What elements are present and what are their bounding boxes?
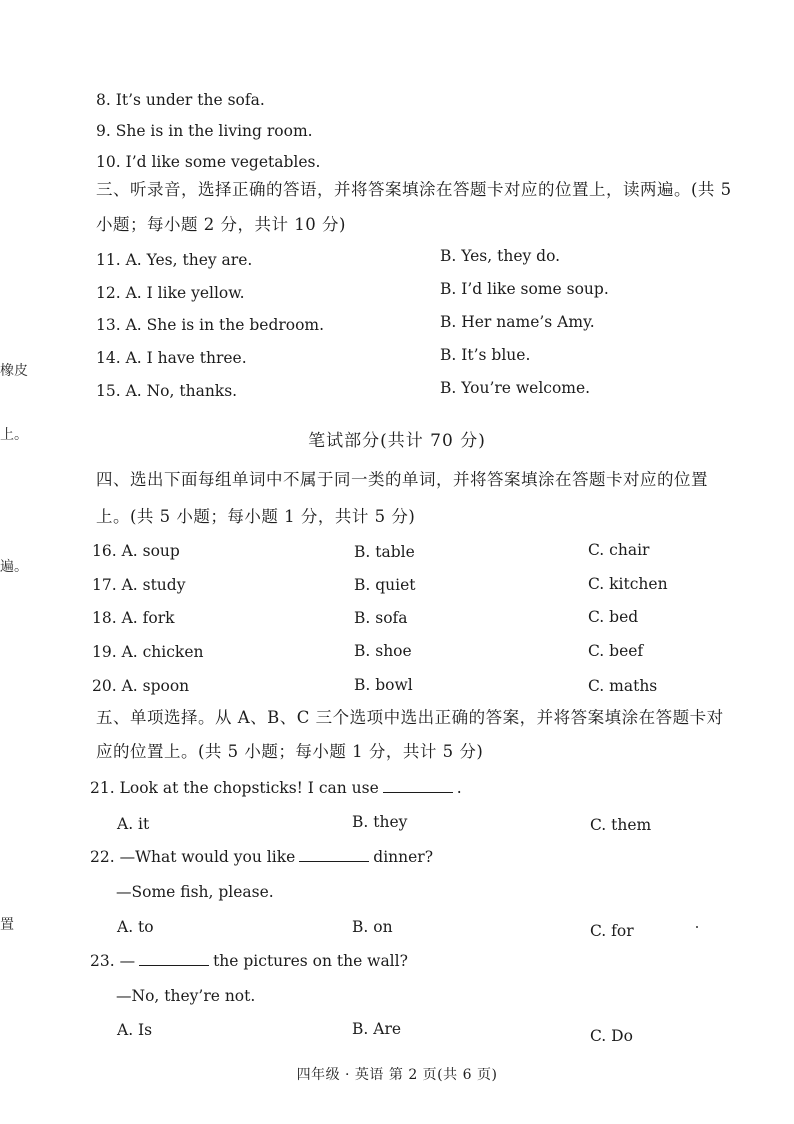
- q18-option-a: 18. A. fork: [92, 609, 175, 627]
- q12-option-b: B. I’d like some soup.: [440, 280, 609, 298]
- page-footer: 四年级 · 英语 第 2 页(共 6 页): [296, 1067, 498, 1083]
- q23-stem-text: 23. —: [90, 952, 136, 970]
- stray-mark: [696, 926, 698, 928]
- margin-fragment: 置: [0, 917, 14, 933]
- q14-option-b: B. It’s blue.: [440, 346, 531, 364]
- q20-option-a: 20. A. spoon: [92, 677, 190, 695]
- q15-option-b: B. You’re welcome.: [440, 379, 591, 397]
- section4-heading: 四、选出下面每组单词中不属于同一类的单词，并将答案填涂在答题卡对应的位置: [96, 470, 708, 489]
- q20-option-b: B. bowl: [354, 676, 413, 694]
- q22-stem-end: dinner?: [373, 848, 434, 866]
- q14-option-a: 14. A. I have three.: [96, 349, 247, 367]
- q20-option-c: C. maths: [588, 677, 658, 695]
- q16-option-c: C. chair: [588, 541, 650, 559]
- section4-heading-cont: 上。(共 5 小题；每小题 1 分，共计 5 分): [96, 507, 416, 526]
- q22-option-c: C. for: [590, 922, 634, 940]
- q23-reply: —No, they’re not.: [116, 987, 256, 1005]
- q22-reply: —Some fish, please.: [116, 883, 274, 901]
- q12-option-a: 12. A. I like yellow.: [96, 284, 245, 302]
- section5-heading-cont: 应的位置上。(共 5 小题；每小题 1 分，共计 5 分): [96, 742, 484, 761]
- q18-option-c: C. bed: [588, 608, 639, 626]
- section5-heading: 五、单项选择。从 A、B、C 三个选项中选出正确的答案，并将答案填涂在答题卡对: [96, 708, 724, 727]
- listening-item-8: 8. It’s under the sofa.: [96, 91, 265, 109]
- q11-option-a: 11. A. Yes, they are.: [96, 251, 253, 269]
- q21-option-c: C. them: [590, 816, 652, 834]
- q16-option-a: 16. A. soup: [92, 542, 180, 560]
- margin-fragment: 橡皮: [0, 363, 28, 379]
- q18-option-b: B. sofa: [354, 609, 408, 627]
- margin-fragment: 遍。: [0, 559, 28, 575]
- q23-option-c: C. Do: [590, 1027, 633, 1045]
- q19-option-c: C. beef: [588, 642, 644, 660]
- section3-heading-cont: 小题；每小题 2 分，共计 10 分): [96, 215, 346, 234]
- q21-option-b: B. they: [352, 813, 408, 831]
- q22-answer-blank: [299, 847, 369, 862]
- q23-option-a: A. Is: [117, 1021, 153, 1039]
- q21-option-a: A. it: [117, 815, 150, 833]
- q21-stem-end: .: [456, 779, 462, 797]
- q17-option-a: 17. A. study: [92, 576, 186, 594]
- q17-option-b: B. quiet: [354, 576, 416, 594]
- q17-option-c: C. kitchen: [588, 575, 668, 593]
- q22-stem-text: 22. —What would you like: [90, 848, 296, 866]
- q22-option-b: B. on: [352, 918, 393, 936]
- listening-item-9: 9. She is in the living room.: [96, 122, 313, 140]
- q11-option-b: B. Yes, they do.: [440, 247, 561, 265]
- q21-stem: [90, 778, 462, 798]
- q23-answer-blank: [139, 951, 209, 966]
- q19-option-b: B. shoe: [354, 642, 412, 660]
- q15-option-a: 15. A. No, thanks.: [96, 382, 238, 400]
- listening-item-10: 10. I’d like some vegetables.: [96, 153, 321, 171]
- q16-option-b: B. table: [354, 543, 415, 561]
- q13-option-a: 13. A. She is in the bedroom.: [96, 316, 325, 334]
- q23-stem: [90, 951, 408, 971]
- section3-heading: 三、听录音，选择正确的答语，并将答案填涂在答题卡对应的位置上，读两遍。(共 5: [96, 180, 732, 199]
- q21-answer-blank: [383, 778, 453, 793]
- q13-option-b: B. Her name’s Amy.: [440, 313, 595, 331]
- q19-option-a: 19. A. chicken: [92, 643, 204, 661]
- q23-option-b: B. Are: [352, 1020, 402, 1038]
- written-part-title: 笔试部分(共计 70 分): [308, 431, 486, 451]
- q22-option-a: A. to: [117, 918, 154, 936]
- margin-fragment: 上。: [0, 427, 28, 443]
- q22-stem: [90, 847, 433, 867]
- q21-stem-text: 21. Look at the chopsticks! I can use: [90, 779, 379, 797]
- q23-stem-end: the pictures on the wall?: [213, 952, 408, 970]
